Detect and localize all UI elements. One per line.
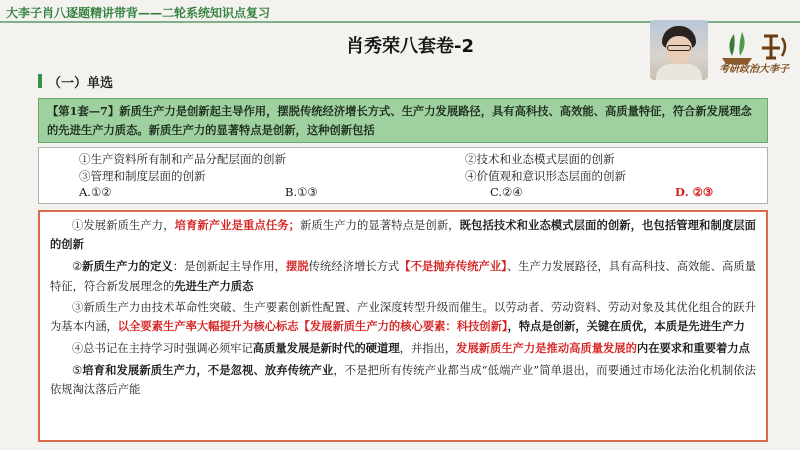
slide-title: 肖秀荣八套卷-2	[346, 36, 474, 57]
course-header-label: 大李子肖八逐题精讲带背——二轮系统知识点复习	[6, 6, 271, 20]
presenter-avatar	[650, 20, 708, 80]
explanation-paragraph-4	[50, 339, 756, 358]
expl-text: 传统经济增长方式	[308, 260, 400, 274]
expl-highlight: 培育新产业是重点任务；	[174, 218, 300, 232]
expl-highlight: 发展新质生产力是推动高质量发展的	[456, 341, 637, 356]
expl-highlight: 以全要素生产率大幅提升为核心标志【发展新质生产力的核心要素：科技创新】	[117, 319, 508, 334]
expl-text: ②	[72, 260, 83, 274]
choice-a[interactable]: A.①②	[79, 185, 112, 199]
choice-d-answer[interactable]: D. ②③	[675, 185, 714, 199]
expl-emphasis: 既包括技术和业态模式层面的创新，也包括管理和制度层面的创新	[50, 218, 756, 252]
brand-logo-text: 考研政治大李子	[719, 64, 789, 75]
expl-emphasis: 先进生产力质态	[174, 278, 254, 293]
section-title-text: （一）单选	[48, 76, 114, 91]
expl-text: ①发展新质生产力，	[72, 219, 175, 232]
statement-1: ①生产资料所有制和产品分配层面的创新	[79, 152, 286, 166]
expl-emphasis: ，特点是创新，关键在质优，本质是先进生产力	[507, 319, 745, 334]
expl-text: ，并指出，	[399, 342, 457, 356]
expl-text: ⑤	[72, 364, 83, 378]
options-panel	[38, 147, 768, 204]
choice-c[interactable]: C.②④	[490, 185, 523, 199]
explanation-paragraph-1	[50, 216, 756, 254]
expl-emphasis: 高质量发展是新时代的硬道理	[252, 341, 400, 356]
expl-text: ③新质生产力由技术革命性突破、生产要素创新性配置、产业深度转型升级而催生。以劳动者、劳动资料、劳动对象及其优化组合的跃升为基本内涵，	[50, 300, 756, 334]
expl-highlight: 【不是抛弃传统产业】	[399, 259, 507, 274]
explanation-paragraph-2	[50, 257, 756, 295]
expl-text: 、生产力发展路径，具有高科技、高效能、高质量特征，符合新发展理念的	[50, 260, 756, 293]
statement-4: ④价值观和意识形态层面的创新	[465, 169, 626, 183]
question-stem: 【第1套—7】新质生产力是创新起主导作用，摆脱传统经济增长方式、生产力发展路径，具有高科技、高效能、高质量特征，符合新发展理念的先进生产力质态。新质生产力的显著特点是创新，这种创新包括	[38, 98, 768, 143]
expl-text: ④总书记在主持学习时强调必须牢记	[72, 342, 253, 356]
statement-3: ③管理和制度层面的创新	[79, 169, 206, 183]
section-marker	[38, 74, 42, 88]
expl-text: ：是创新起主导作用，	[172, 260, 286, 274]
choice-b[interactable]: B.①③	[285, 185, 318, 199]
expl-emphasis: 培育和发展新质生产力，不是忽视、放弃传统产业	[82, 363, 334, 378]
expl-text: ，不是把所有传统产业都当成“低端产业”简单退出，而要通过市场化法治化机制依法依规淘汰落后产能	[50, 364, 756, 396]
explanation-paragraph-5	[50, 361, 756, 398]
explanation-panel	[38, 210, 768, 442]
expl-text: 新质生产力的显著特点是创新，	[299, 219, 460, 232]
expl-emphasis: 内在要求和重要着力点	[636, 341, 750, 356]
explanation-paragraph-3	[50, 299, 756, 336]
expl-emphasis: 新质生产力的定义	[82, 259, 173, 274]
section-title	[48, 72, 113, 91]
statement-2: ②技术和业态模式层面的创新	[465, 152, 615, 166]
expl-highlight: 摆脱	[286, 259, 309, 274]
